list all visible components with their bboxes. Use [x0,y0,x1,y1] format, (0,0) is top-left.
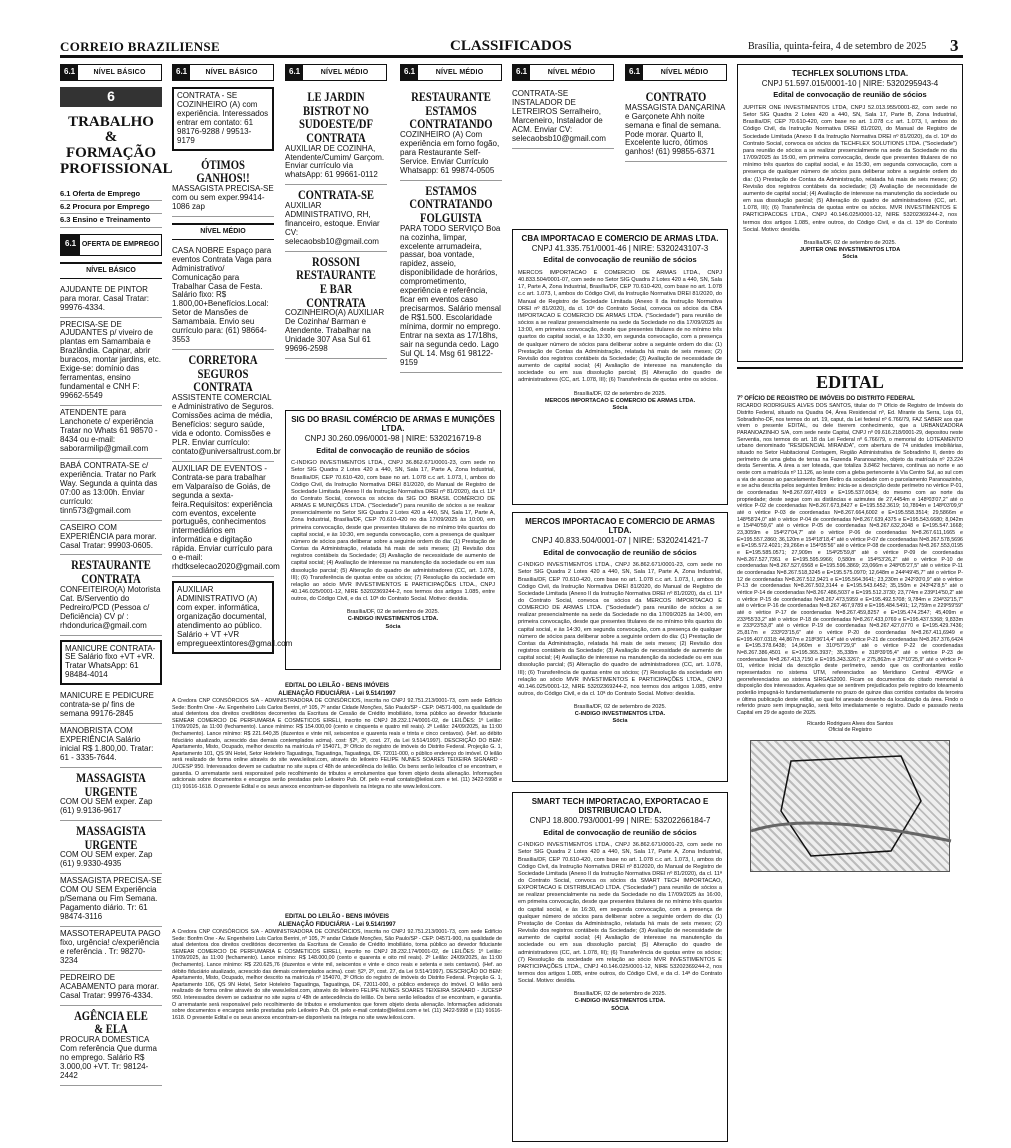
subsection-item[interactable]: 6.1 Oferta de Emprego [60,188,162,201]
classified-ad: ATENDENTE para Lanchonete c/ experiência Tratar no Whats 61 98570 - 8434 ou e-mail: saborarmilip@gmail.com [60,406,162,459]
notice-techflex: TECHFLEX SOLUTIONS LTDA. CNPJ 51.597.015/0001-10 | NIRE: 5320295943-4 Edital de convocação de reunião de sócios JUPITER ONE INVESTIMENTOS LTDA, CNPJ 52.013.955/0001-82, com sede no Setor SIG Quadra 2 Lotes 420 a 440, SN, Sala 17, Parte B, Zona Industrial, Brasília/DF, CEP 70.610-420, com base no art. 1.078 c.c art. 1.073, I, ambos do Código Civil, da Instrução Normativa DREI 81/2020, do Manual de Registro de Sociedade Limitada (Anexo II da Instrução Normativa DREI nº 81/2020), da cl. 10ª do Contrato Social, convoca os sócios da TECHFLEX SOLUTIONS LTDA. ("Sociedade") para reunião de sócios a se realizar presencialmente na sede da Sociedade no dia 17/09/2025 às 15:00, em primeira convocação, desde que presentes titulares de no mínimo três quartos do capital social, e às 15:30, em segunda convocação, com a presença de qualquer número de sócios para deliberar sobre a seguinte ordem do dia: (1) Prestação de Contas da Administração, relatada há mais de seis meses; (2) Revisão dos registros contábeis da sociedade; (3) Avaliação de necessidade de aumento de capital social; (4) Avaliação de interesse na manutenção da sociedade ou em sua dissolução parcial; (5) Alteração do quadro de administradores (CC, art. 1.078, III); (6) Transferência de quotas entre os sócios. MVR INVESTIMENTOS E PARTICIPACOES LTDA., CNPJ 40.146.025/0001-12, NIRE 53202369244-2, nos termos dos artigos 1.085, entre outros, do Código Civil, e da cl. 13ª do Contrato Social. Motivo: desídia. Brasília/DF, 02 de setembro de 2025. JUPITER ONE INVESTIMENTOS LTDA Sócia [737,64,963,362]
classified-ad: RESTAURANTE CONTRATA CONFEITEIRO(A) Motorista Cat. B/Serventio do Pedreiro/PCD (Pessoa c/ Deficiência) CV p/ : rhdondurica@gmail.com [60,555,162,635]
section-tab: 6.1 NÍVEL MÉDIO [512,64,614,81]
classified-ad-boxed: CONTRATA - SE COZINHEIRO (A) com experiência. Interessados entrar em contato: 61 98176-9288 / 99513-9179 [172,87,274,151]
newspaper-name: CORREIO BRAZILIENSE [60,39,220,54]
edital-notice [737,367,963,1142]
notice-mercos: MERCOS IMPORTACAO E COMERCIO DE ARMAS LTDA. CNPJ 40.833.504/0001-07 | NIRE: 5320241421-7 Edital de convocação de reunião de sócios C-INDIGO INVESTIMENTOS LTDA., CNPJ 36.862.671/0001-23, com sede no Setor SIG Quadra 2 Lotes 420 a 440, SN, Sala 17, Parte A, Zona Industrial, Brasília/DF, CEP 70.610-420, com base no art. 1.078 c.c art. 1.073, I, ambos do Código Civil, da Instrução Normativa DREI 81/2020, do Manual de Registro de Sociedade Limitada (Anexo II da Instrução Normativa DREI nº 81/2020), da cl. 11ª do Contrato Social, convoca os sócios da MERCOS IMPORTACAO E COMERCIO DE ARMAS LTDA. ("Sociedade") para reunião de sócios a se realizar presencialmente na sede da Sociedade no dia 17/09/2025 às 14:00, em primeira convocação, desde que presentes titulares de no mínimo três quartos do capital social, e às 14:30, em segunda convocação, com a presença de qualquer número de sócios para deliberar sobre a seguinte ordem do dia: (1) Prestação de Contas da Administração, relatada há mais de seis meses; (2) Revisão dos registros contábeis da Sociedade; (3) Avaliação de necessidade de aumento de capital social; (4) Avaliação de interesse na manutenção da sociedade ou em sua dissolução parcial; (5) Alteração do quadro de administradores (CC, art. 1.078, III); (6) Transferência de quotas entre os sócios; (7) Resolução da sociedade em relação ao sócio MVR INVESTIMENTOS E PARTICIPAÇÕES LTDA., CNPJ 40.146.025/0001-12, NIRE 53202369244-2, nos termos dos artigos 1.085, entre outros, do Código Civil, e da cl. 10ª do Contrato Social. Motivo: desídia. Brasília/DF, 02 de setembro de 2025. C-INDIGO INVESTIMENTOS LTDA. Sócia [512,512,728,782]
auction-notice-1: EDITAL DO LEILÃO - BENS IMÓVEIS ALIENAÇÃO FIDUCIÁRIA - Lei 9.514/1997 A Credora CNP CONSÓRCIOS S/A - ADMINISTRADORA DE CONSÓRCIOS, inscrita no CNPJ 92.751.213/0001-73, com sede Edifício Sede: Bonfm One - Av. Engenheiro Luís Carlos Berrini, nº 105, 7º andar Cidade Monções, São Paulo/SP - CEP: 04571-900, na qualidade de atual detentora dos direitos creditórios decorrentes da Escritura de Cessão de Crédito imobiliário, torna público ao devedor fiduciante SEMEAR COMERCIO DE PERFUMARIA E COSMETICOS EIRELI, inscrito no CNPJ 28.232.174/0001-02, de LEILÕES: 1º Leilão: 17/09/2025, às 11:00 (fechamento). Lance mínimo: R$ 154.000,00 (cento e cinquenta e quatro mil reais). 2º Leilão: 24/09/2025, às 11:00 (fechamento). Lance mínimo: R$ 221.640,35 (duzentos e vinte mil, seiscentos e quarenta reais e trinta e cinco centavos). (Hef. ao débito fiduciário atualizado, acrescido das demais contemplados acima). cost: §2º, 2º, cost. 27, da Lei 9.514/1997). DESCRIÇÃO DO BEM: Apartamento, Misto, Ocupado, melhor descrito na matrícula nº 154071, 3º Ofício do registro de imóveis do Distrito Federal. Projeção G. 1, Apartamento 101, QS 9N Hotel, Setor Hoteleiro Taguatinga, Taguatinga, Taguatinga, DF, 72011-000, o público endereço do imóvel. O leilão será realizado de forma online através do site www.leilosi.com, através do leiloeiro FELIPE NUNES SOARES TEIXEIRA SIGNARD - JUCESP 950. Interessados devem se cadastrar no site supra c/ 48h de antecedência do leilão. Os bens serão leiloados cf se encontram, e garantia. O arrematante será responsável pelo recolhimento de tributos e emolumentos que forem objeto desta alienação. Informações adicionais sobre documentos e encargos serão prestadas pelo Leiloeiro Pub. Of. pelo e-mail contato@leilosi.com e tel. (11) 3422-5998 e (11) 91616-1618. O presente Edital e os seus anexos encontram-se disponíveis na íntegra no site www.leilosi.com. [172,683,502,790]
classified-ad: BABÁ CONTRATA-SE c/ experiência. Tratar no Park Way. Segunda a quinta das 07:00 as 13:00h. Enviar currículo: tinn573@gmail.com [60,459,162,521]
map-outline-icon [751,741,951,873]
column-2 [172,64,293,744]
classified-ad: LE JARDIN BISTROT NO SUDOESTE/DF CONTRATA AUXILIAR DE COZINHA, Atendente/Cumim/ Garçom. Enviar currículo via whatsApp: 61 99661-0112 [285,87,387,185]
classified-ad: ROSSONI RESTAURANTE E BAR CONTRATA COZINHEIRO(A) AUXILIAR De Cozinha/ Barman e Atendente. Trabalhar na Unidade 307 Asa Sul 61 99696-2598 [285,252,387,359]
notice-signature: Brasília/DF, 02 de setembro de 2025. C-INDIGO INVESTIMENTOS LTDA. SÓCIA [573,991,667,1012]
auction-notice-2: EDITAL DO LEILÃO - BENS IMÓVEIS ALIENAÇÃO FIDUCIÁRIA - Lei 9.514/1997 A Credora CNP CONSÓRCIOS S/A - ADMINISTRADORA DE CONSÓRCIOS, inscrita no CNPJ 92.751.213/0001-73, com sede Edifício Sede: Bonfm One - Av. Engenheiro Luís Carlos Berrini, nº 105, 7º andar Cidade Monções, São Paulo/SP - CEP: 04571-900, na qualidade de atual detentora dos direitos creditórios decorrentes da Escritura de Cessão de Crédito imobiliário, torna público ao devedor fiduciante SEMEAR COMERCIO DE PERFUMARIA E COSMETICOS EIRELI, inscrito no CNPJ 28.232.174/0001-02, de LEILÕES: 1º Leilão: 17/09/2025, às 11:00 (fechamento). Lance mínimo: R$ 148.000,00 (cento e quarenta e oito mil reais). 2º Leilão: 24/09/2025, às 11:00 (fechamento). Lance mínimo: R$ 220.625,76 (duzentos e vinte mil, seiscentos e vinte e cinco reais e setenta e seis centavos). (Hef. ao débito fiduciário atualizado, acrescido das demais contemplados acima). cost: §2º, 2º, cost. 27, da Lei 9.514/1997). DESCRIÇÃO DO BEM: Apartamento, Misto, Ocupado, melhor descrito na matrícula nº 154070, 3º Ofício do registro de imóveis do Distrito Federal. Projeção G. 1, Apartamento 106, QS 9N Hotel, Setor Hoteleiro Taguatinga, Taguatinga, DF, 72011-000, o público endereço do imóvel. O leilão será realizado de forma online através do site www.leilosi.com, através do leiloeiro FELIPE NUNES SOARES TEIXEIRA SIGNARD - JUCESP 950. Interessados devem se cadastrar no site supra c/ 48h de antecedência do leilão. Os bens serão leiloados cf se encontram, e garantia. O arrematante será responsável pelo recolhimento de tributos e emolumentos que forem objeto desta alienação. Informações adicionais sobre documentos e encargos serão prestadas pelo Leiloeiro Pub. Of. pelo e-mail contato@leilosi.com e tel. (11) 3422-5998 e (11) 91616-1618. O presente Edital e os seus anexos encontram-se disponíveis na íntegra no site www.leilosi.com. [172,914,502,1021]
location-map-image [750,740,950,872]
notice-signature: Brasília/DF, 02 de setembro de 2025. MERCOS IMPORTACAO E COMERCIO DE ARMAS LTDA. Sócia [544,390,696,411]
classified-ad: RESTAURANTE ESTAMOS CONTRATANDO COZINHEIRO (A) Com experiência em forno fogão, para Restaurante Self-Service. Enviar Currículo Whatsapp: 61 99874-0505 [400,87,502,181]
classified-ad: MASSAGISTA PRECISA-SE COM OU SEM Experiência p/Semana ou Fim Semana. Pagamento diário. Tr: 61 98474-3116 [60,874,162,927]
classified-ad-boxed: AUXILIAR ADMINISTRATIVO (A) com exper. informática, organização documental, atendimento ao público. Salário + VT +VR empregueextintores@gmail.com [172,581,274,654]
classified-ad: AUXILIAR DE EVENTOS - Contrata-se para trabalhar em Valparaíso de Goiás, de segunda a sexta-feira.Requisitos: experiência com eventos, excelente português, conhecimentos intermediários em informática e digitação rápida. Enviar currículo para o e-mail: rhdtkselecao2020@gmail.com [172,462,274,577]
classified-ad: MASSOTERAPEUTA PAGO fixo, urgência! c/experiência e referência . Tr: 98270-3234 [60,927,162,971]
subsection-item[interactable]: 6.3 Ensino e Treinamento [60,214,162,227]
auction-body: A Credora CNP CONSÓRCIOS S/A - ADMINISTRADORA DE CONSÓRCIOS, inscrita no CNPJ 92.751.213/0001-73, com sede Edifício Sede: Bonfm One - Av. Engenheiro Luís Carlos Berrini, nº 105, 7º andar Cidade Monções, São Paulo/SP - CEP: 04571-900, na qualidade de atual detentora dos direitos creditórios decorrentes da Escritura de Cessão de Crédito imobiliário, torna público ao devedor fiduciante SEMEAR COMERCIO DE PERFUMARIA E COSMETICOS EIRELI, inscrito no CNPJ 28.232.174/0001-02, de LEILÕES: 1º Leilão: 17/09/2025, às 11:00 (fechamento). Lance mínimo: R$ 148.000,00 (cento e quarenta e oito mil reais). 2º Leilão: 24/09/2025, às 11:00 (fechamento). Lance mínimo: R$ 220.625,76 (duzentos e vinte mil, seiscentos e vinte e cinco reais e setenta e seis centavos). (Hef. ao débito fiduciário atualizado, acrescido das demais contemplados acima). cost: §2º, 2º, cost. 27, da Lei 9.514/1997). DESCRIÇÃO DO BEM: Apartamento, Misto, Ocupado, melhor descrito na matrícula nº 154070, 3º Ofício do registro de imóveis do Distrito Federal. Projeção G. 1, Apartamento 106, QS 9N Hotel, Setor Hoteleiro Taguatinga, Taguatinga, DF, 72011-000, o público endereço do imóvel. O leilão será realizado de forma online através do site www.leilosi.com, através do leiloeiro FELIPE NUNES SOARES TEIXEIRA SIGNARD - JUCESP 950. Interessados devem se cadastrar no site supra c/ 48h de antecedência do leilão. Os bens serão leiloados cf se encontram, e garantia. O arrematante será responsável pelo recolhimento de tributos e emolumentos que forem objeto desta alienação. Informações adicionais sobre documentos e encargos serão prestadas pelo Leiloeiro Pub. Of. pelo e-mail contato@leilosi.com e tel. (11) 3422-5998 e (11) 91616-1618. O presente Edital e os seus anexos encontram-se disponíveis na íntegra no site www.leilosi.com. [172,929,502,1021]
column-1 [60,64,173,1142]
level-label: NÍVEL BÁSICO [60,262,162,279]
level-label: NÍVEL MÉDIO [172,223,274,240]
classified-ad: CONTRATA-SE AUXILIAR ADMINISTRATIVO, RH, financeiro, estoque. Enviar CV: selecaobsb10@gmail.com [285,185,387,251]
subsection-item[interactable]: 6.2 Procura por Emprego [60,201,162,214]
auction-body: A Credora CNP CONSÓRCIOS S/A - ADMINISTRADORA DE CONSÓRCIOS, inscrita no CNPJ 92.751.213/0001-73, com sede Edifício Sede: Bonfm One - Av. Engenheiro Luís Carlos Berrini, nº 105, 7º andar Cidade Monções, São Paulo/SP - CEP: 04571-900, na qualidade de atual detentora dos direitos creditórios decorrentes da Escritura de Cessão de Crédito imobiliário, torna público ao devedor fiduciante SEMEAR COMERCIO DE PERFUMARIA E COSMETICOS EIRELI, inscrito no CNPJ 28.232.174/0001-02, de LEILÕES: 1º Leilão: 17/09/2025, às 11:00 (fechamento). Lance mínimo: R$ 154.000,00 (cento e cinquenta e quatro mil reais). 2º Leilão: 24/09/2025, às 11:00 (fechamento). Lance mínimo: R$ 221.640,35 (duzentos e vinte mil, seiscentos e quarenta reais e trinta e cinco centavos). (Hef. ao débito fiduciário atualizado, acrescido das demais contemplados acima). cost: §2º, 2º, cost. 27, da Lei 9.514/1997). DESCRIÇÃO DO BEM: Apartamento, Misto, Ocupado, melhor descrito na matrícula nº 154071, 3º Ofício do registro de imóveis do Distrito Federal. Projeção G. 1, Apartamento 101, QS 9N Hotel, Setor Hoteleiro Taguatinga, Taguatinga, Taguatinga, DF, 72011-000, o público endereço do imóvel. O leilão será realizado de forma online através do site www.leilosi.com, através do leiloeiro FELIPE NUNES SOARES TEIXEIRA SIGNARD - JUCESP 950. Interessados devem se cadastrar no site supra c/ 48h de antecedência do leilão. Os bens serão leiloados cf se encontram, e garantia. O arrematante será responsável pelo recolhimento de tributos e emolumentos que forem objeto desta alienação. Informações adicionais sobre documentos e encargos serão prestadas pelo Leiloeiro Pub. Of. pelo e-mail contato@leilosi.com e tel. (11) 3422-5998 e (11) 91616-1618. O presente Edital e os seus anexos encontram-se disponíveis na íntegra no site www.leilosi.com. [172,698,502,790]
classified-ad: MASSAGISTA URGENTE COM OU SEM exper. Zap (61) 9.9330-4935 [60,821,162,874]
publication-date: Brasília, quinta-feira, 4 de setembro de 2025 [748,41,927,52]
notice-cba: CBA IMPORTACAO E COMERCIO DE ARMAS LTDA. CNPJ 41.335.751/0001-46 | NIRE: 5320243107-3 Edital de convocação de reunião de sócios MERCOS IMPORTACAO E COMERCIO DE ARMAS LTDA., CNPJ 40.833.504/0001-07, com sede no Setor SIG Quadra 2 Lotes 420 a 440, SN, Sala 17, Parte A, Zona Industrial, Brasília/DF, CEP 70.610-420, com base no art. 1.078 c.c art. 1.073, I, ambos do Código Civil, da Instrução Normativa DREI 81/2020, do Manual de Registro de Sociedade Limitada (Anexo II da Instrução Normativa DREI nº 81/2020), da cl. 10ª do Contrato Social, convoca os sócios da CBA IMPORTACAO E COMERCIO DE ARMAS LTDA. ("Sociedade") para reunião de sócios a se realizar presencialmente na sede da Sociedade no dia 17/09/2025 às 13:00, em primeira convocação, desde que presentes titulares de no mínimo três quartos do capital social, e às 13:30, em segunda convocação, com a presença de qualquer número de sócios para deliberar sobre a seguinte ordem do dia: (1) Prestação de Contas da Administração, relatada há mais de seis meses; (2) Revisão dos registros contábeis da Sociedade; (3) Avaliação de necessidade de aumento de capital social; (4) Avaliação de interesse na manutenção da sociedade ou em sua dissolução parcial; (5) Alteração do quadro de administradores (CC, art. 1.078, III); (6) Transferência de quotas entre os sócios. Brasília/DF, 02 de setembro de 2025. MERCOS IMPORTACAO E COMERCIO DE ARMAS LTDA. Sócia [512,229,728,505]
notice-body: MERCOS IMPORTACAO E COMERCIO DE ARMAS LTDA., CNPJ 40.833.504/0001-07, com sede no Setor SIG Quadra 2 Lotes 420 a 440, SN, Sala 17, Parte A, Zona Industrial, Brasília/DF, CEP 70.610-420, com base no art. 1.078 c.c art. 1.073, I, ambos do Código Civil, da Instrução Normativa DREI 81/2020, do Manual de Registro de Sociedade Limitada (Anexo II da Instrução Normativa DREI nº 81/2020), da cl. 10ª do Contrato Social, convoca os sócios da CBA IMPORTACAO E COMERCIO DE ARMAS LTDA. ("Sociedade") para reunião de sócios a se realizar presencialmente na sede da Sociedade no dia 17/09/2025 às 13:00, em primeira convocação, desde que presentes titulares de no mínimo três quartos do capital social, e às 13:30, em segunda convocação, com a presença de qualquer número de sócios para deliberar sobre a seguinte ordem do dia: (1) Prestação de Contas da Administração, relatada há mais de seis meses; (2) Revisão dos registros contábeis da Sociedade; (3) Avaliação de necessidade de aumento de capital social; (4) Avaliação de interesse na manutenção da sociedade ou em sua dissolução parcial; (5) Alteração do quadro de administradores (CC, art. 1.078, III); (6) Transferência de quotas entre os sócios. [518,270,722,384]
section-tab: 6.1 NÍVEL BÁSICO [60,64,162,81]
notice-signature: Brasília/DF, 02 de setembro de 2025. JUPITER ONE INVESTIMENTOS LTDA Sócia [799,239,901,261]
section-tab: 6.1 NÍVEL BÁSICO [172,64,274,81]
classified-ad: CONTRATA-SE INSTALADOR DE LETREIROS Serralheiro, Marceneiro, Instalador de ACM. Enviar CV: selecaobsb10@gmail.com [512,87,614,149]
offer-label: 6.1 OFERTA DE EMPREGO [60,234,162,256]
notice-sig: SIG DO BRASIL COMÉRCIO DE ARMAS E MUNIÇÕES LTDA. CNPJ 30.260.096/0001-98 | NIRE: 5320216719-8 Edital de convocação de reunião de sócios C-INDIGO INVESTIMENTOS LTDA., CNPJ 36.862.671/0001-23, com sede no Setor SIG Quadra 2 Lotes 420 a 440, SN, Sala 17, Parte A, Zona Industrial, Brasília/DF, CEP 70.610-420, com base no art. 1.078 c.c art. 1.073, I, ambos do Código Civil, da Instrução Normativa DREI 81/2020, do Manual de Registro de Sociedade Limitada (Anexo II da Instrução Normativa DREI nº 81/2020), da cl. 11ª do Contrato Social, convoca os sócios da SIG DO BRASIL COMÉRCIO DE ARMAS E MUNIÇÕES LTDA. ("Sociedade") para reunião de sócios a se realizar presencialmente no Setor SIG Quadra 2 Lotes 420 a 440, SN, Sala 17, Parte A, Zona Industrial, Brasília/DF, CEP 70.610-420 no dia 17/09/2025 às 10:00, em primeira convocação, desde que presentes titulares de no mínimo três quartos do capital social, e às 10:30, em segunda convocação, com a presença de qualquer número de sócios para deliberar sobre a seguinte ordem do dia: (1) Prestação de Contas da Administração, relatada há mais de seis meses; (2) Revisão dos registros contábeis da Sociedade; (3) Avaliação de necessidade de aumento de capital social; (4) Avaliação de interesse na manutenção da sociedade ou em sua dissolução parcial; (5) Alteração do quadro de administradores (CC, art. 1.078, III); (6) Transferência de quotas entre os sócios; (7) Resolução da sociedade em relação ao sócio MVR INVESTIMENTOS E PARTICIPAÇÕES LTDA., CNPJ 40.146.025/0001-12, NIRE 53202369244-2, nos termos dos artigos 1.085, entre outros, do Código Civil, e da cl. 10ª do Contrato Social. Motivo: desídia. Brasília/DF, 02 de setembro de 2025. C-INDIGO INVESTIMENTOS LTDA. Sócia [285,410,501,670]
classified-ad: CORRETORA SEGUROS CONTRATA ASSISTENTE COMERCIAL e Administrativo de Seguros. Comissões acima de média, Benefícios: seguro saúde, vida e odonto. Comissões e PLR. Enviar currículo: contato@universaltrust.com.br [172,350,274,462]
column-6 [625,64,727,184]
column-5 [512,64,614,184]
section-title: CLASSIFICADOS [450,38,572,54]
section-number: 6 [60,87,162,107]
classified-ad: CASEIRO COM EXPERIÊNCIA para morar. Casal Tratar: 99903-0605. [60,521,162,556]
notice-body: JUPITER ONE INVESTIMENTOS LTDA, CNPJ 52.013.955/0001-82, com sede no Setor SIG Quadra 2 Lotes 420 a 440, SN, Sala 17, Parte B, Zona Industrial, Brasília/DF, CEP 70.610-420, com base no art. 1.078 c.c art. 1.073, I, ambos do Código Civil, da Instrução Normativa DREI 81/2020, do Manual de Registro de Sociedade Limitada (Anexo II da Instrução Normativa DREI nº 81/2020), da cl. 10ª do Contrato Social, convoca os sócios da TECHFLEX SOLUTIONS LTDA. ("Sociedade") para reunião de sócios a se realizar presencialmente na sede da Sociedade no dia 17/09/2025 às 15:00, em primeira convocação, desde que presentes titulares de no mínimo três quartos do capital social, e às 15:30, em segunda convocação, com a presença de qualquer número de sócios para deliberar sobre a seguinte ordem do dia: (1) Prestação de Contas da Administração, relatada há mais de seis meses; (2) Revisão dos registros contábeis da sociedade; (3) Avaliação de necessidade de aumento de capital social; (4) Avaliação de interesse na manutenção da sociedade ou em sua dissolução parcial; (5) Alteração do quadro de administradores (CC, art. 1.078, III); (6) Transferência de quotas entre os sócios. MVR INVESTIMENTOS E PARTICIPACOES LTDA., CNPJ 40.146.025/0001-12, NIRE 53202369244-2, nos termos dos artigos 1.085, entre outros, do Código Civil, e da cl. 13ª do Contrato Social. Motivo: desídia. [743,105,957,233]
column-4 [400,64,502,404]
section-tab: 6.1 NÍVEL MÉDIO [400,64,502,81]
notice-smart-tech: SMART TECH IMPORTACAO, EXPORTACAO E DISTRIBUICAO LTDA. CNPJ 18.800.793/0001-99 | NIRE: 53202266184-7 Edital de convocação de reunião de sócios C-INDIGO INVESTIMENTOS LTDA., CNPJ 36.862.671/0001-23, com sede no Setor SIG Quadra 2 Lotes 420 a 440, SN, Sala 17, Parte A, Zona Industrial, Brasília/DF, CEP 70.610-420, com base no art. 1.078 c.c art. 1.073, I, ambos do Código Civil, da Instrução Normativa DREI nº 81/2020, do Manual de Registro de Sociedade Limitada (Anexo II da Instrução Normativa DREI nº 81/2020), da cl. 11ª do Contrato Social, convoca os sócios da SMART TECH IMPORTACAO, EXPORTACAO E DISTRIBUICAO LTDA. ("Sociedade") para reunião de sócios a se realizar presencialmente na sede da Sociedade no dia 17/09/2025 às 16:00, em primeira convocação, desde que presentes titulares de no mínimo três quartos do capital social, e às 16:30, em segunda convocação, com a presença de qualquer número de sócios para deliberar sobre a seguinte ordem do dia: (1) Prestação de Contas da Administração, relatada há mais de seis meses; (2) Revisão dos registros contábeis da Sociedade; (3) Avaliação de necessidade de aumento de capital social; (4) Avaliação de interesse na manutenção da sociedade ou em sua dissolução parcial; (5) Alteração do quadro de administradores (CC, art. 1.078, III); (6) Transferência de quotas entre os sócios; (7) Resolução da sociedade em relação ao sócio MVR INVESTIMENTOS E PARTICIPAÇÕES LTDA., CNPJ 40.146.025/0001-12, NIRE 53202369244-2, nos termos dos artigos 1.085, entre outros, do Código Civil, e da cl. 14ª do Contrato Social. Motivo: desídia. Brasília/DF, 02 de setembro de 2025. C-INDIGO INVESTIMENTOS LTDA. SÓCIA [512,792,728,1142]
edital-body: RICARDO RODRIGUES ALVES DOS SANTOS, titular do 7º Ofício de Registro de Imóveis do Distrito Federal, situado na Quadra 04, Área Residencial nº, Ed. Mirante da Serra, Loja 01, Sobradinho-DF, nos termos do art. 19, caput, da Lei federal nº 6.766/79, FAZ SABER aos que virem o presente EDITAL, ou dele tiverem conhecimento, que a URBANIZADORA PARANOAZINHO S/A, com sede neste Capital, CNPJ nº 09.616.218/0001-29, depositou neste Serventia, nos termos do art. 18 da Lei Federal nº 6.766/79, o memorial do LOTEAMENTO urbano denominado "RESIDENCIAL MIRANDA", com abertura de 74 unidades imobiliárias, situado no Setor Habitacional Contagem, Região Administrativa de Sobradinho II, dentro do perímetro de uma gleba de terras na Fazenda Paranoazinho, objeto da matrícula nº 23.224 desta Serventia. A área a ser loteada, que totaliza 3.8462 hectares, contínua ao norte e ao oeste com a matrícula nº 11.126, ao leste com a gleba pertencente à Via Centro Sul, ao sul com a via de acesso ao parcelamento Bom Retiro da sociedade com o parcelamento Paranoazinho, e se acha descrita pelos seguintes limites: inicia-se a descrição deste perímetro no vértice P-01, de coordenadas N=8.267.697,4919 e E=195.537.0634; do mesmo com ao norte da propriedade; deste segue com as distâncias e azimutes de 27,4454m e 148º03'07,2" até o vértice P-02 de coordenadas N=8.267.673,8427 e E=195.552.3619; 10,7894m e 148º03'09,9" até o vértice P-03 de coordenadas N=8.267.664,6002 e E=195.558.3514; 29,5866m e 148º58'24,0" até o vértice P-04 de coordenadas N=8.267.639,4375 e E=195.543.6680; 8,042m e 154º40'59,6" até o vértice P-05 de coordenadas N=8.267.632,2048 e E=195.547.1668; 23,3059m e 154º27'04,7" até o vértice P-06 de coordenadas N=8.267.611,1665 e E=195.557.2860; 36,120m e 154º18'18,4" até o vértice P-07 de coordenadas N=8.267.578,5696 e E=195.572.4021; 29,266m e 154º35'56" até o vértice P-08 de coordenadas N=8.267.553,0195 e E=195.585.0571; 27,909m e 154º25'59,8" até o vértice P-09 de coordenadas N=8.267.527,7361 e E=195.595.9966; 0,580m e 154º53'26,2" até o vértice P-10 de coordenadas N=8.267.527,6568 e E=195.596.3869; 23,066m e 248º05'27,5" até o vértice P-11 de coordenadas N=8.267.518,3245 e E=195.575.0970; 12,648m e 244º49'45,7" até o vértice P-12 de coordenadas N=8.267.512,9421 e E=195.564.3641; 23,230m e 242º20'0,9" até o vértice P-13 de coordenadas N=8.267.502,3144 e E=195.543.6452; 35,150m e 243º42'8,5" até o vértice P-14 de coordenadas N=8.267.486,5037 e E=195.512.3730; 23,774m e 239º14'50,2" até o vértice P-15 de coordenadas N=8.267.473,5959 e E=195.492.5708; 9,784m e 234º32'15,7" até o vértice P-16 de coordenadas N=8.267.467,9789 e E=195.484.5491; 12,759m e 229º59'59" até o vértice P-17 de coordenadas N=8.267.459,8257 e E=195.474.2547; 45,409m e 233º55'33,2" até o vértice P-18 de coordenadas N=8.267.433,0769 e E=195.437.5368; 9,833m e 233º23'53,8" até o vértice P-19 de coordenadas N=8.267.427,0770 e E=195.429.7436; 25,817m e 233º23'15,6" até o vértice P-20 de coordenadas N=8.267.411,6949 e E=195.407.0318; 44,867m e 218º36'14,4" até o vértice P-21 de coordenadas N=8.267.376,6424 e E=195.378.6438; 14,960m e 310º57'29,9" até o vértice P-22 de coordenadas N=8.267.386,4501 e E=195.365.3937; 35,338m e 318º39'05,4" até o vértice P-23 de coordenadas N=8.267.413,7150 e E=195.343.3267; e 275,862m e 37º10'25,9" até o vértice P-01, vértice inicial da descrição deste perímetro, sendo que os confrontantes estão representados no sistema UTM, referenciados ao Meridiano Central 45ºWGr e georreferenciados ao sistema SIRGAS2000. Ficam os documentos do citado memorial à disposição dos interessados. Aqueles que se sentirem prejudicados pelo registro do loteamento poderão impugná-lo fundamentadamente no prazo de quinze dias corridos contados da terceira e última publicação deste edital, ao qual foi anexado desenho da localização da área. Findo o referido prazo sem impugnação, será feito imediatamente o registro. Dado e passado nesta Capital em 29 de agosto de 2025. [737,403,963,717]
classified-ad: PRECISA-SE DE AJUDANTES p/ viveiro de plantas em Samambaia e Brazlândia. Capinar, abrir buracos, montar jardins, etc. Exige-se: domínio das ferramentas, ensino fundamental e CNH F: 99662-5549 [60,318,162,407]
notice-signature: Brasília/DF, 02 de setembro de 2025. C-INDIGO INVESTIMENTOS LTDA. Sócia [346,609,440,630]
subsection-list [60,188,162,228]
classified-ad: CASA NOBRE Espaço para eventos Contrata Vaga para Administrativo/ Comunicação para Trabalhar Casa de Festa. Salário fixo: R$ 1.800,00+Benefícios.Local: Setor de Mansões de Samambaia. Envio seu currículo para: (61) 98664-3553 [172,244,274,350]
section-tab: 6.1 NÍVEL MÉDIO [625,64,727,81]
page-header [60,36,963,58]
section-heading: TRABALHO & FORMAÇÃO PROFISSIONAL [60,113,173,177]
classified-ad: AJUDANTE DE PINTOR para morar. Casal Tratar: 99976-4334. [60,283,162,318]
notice-body: C-INDIGO INVESTIMENTOS LTDA., CNPJ 36.862.671/0001-23, com sede no Setor SIG Quadra 2 Lotes 420 a 440, SN, Sala 17, Parte A, Zona Industrial, Brasília/DF, CEP 70.610-420, com base no art. 1.078 c.c art. 1.073, I, ambos do Código Civil, da Instrução Normativa DREI nº 81/2020, do Manual de Registro de Sociedade Limitada (Anexo II da Instrução Normativa DREI nº 81/2020), da cl. 11ª do Contrato Social, convoca os sócios da SMART TECH IMPORTACAO, EXPORTACAO E DISTRIBUICAO LTDA. ("Sociedade") para reunião de sócios a se realizar presencialmente na sede da Sociedade no dia 17/09/2025 às 16:00, em primeira convocação, desde que presentes titulares de no mínimo três quartos do capital social, e às 16:30, em segunda convocação, com a presença de qualquer número de sócios para deliberar sobre a seguinte ordem do dia: (1) Prestação de Contas da Administração, relatada há mais de seis meses; (2) Revisão dos registros contábeis da Sociedade; (3) Avaliação de necessidade de aumento de capital social; (4) Avaliação de interesse na manutenção da sociedade ou em sua dissolução parcial; (5) Alteração do quadro de administradores (CC, art. 1.078, III); (6) Transferência de quotas entre os sócios; (7) Resolução da sociedade em relação ao sócio MVR INVESTIMENTOS E PARTICIPAÇÕES LTDA., CNPJ 40.146.025/0001-12, NIRE 53202369244-2, nos termos dos artigos 1.085, entre outros, do Código Civil, e da cl. 14ª do Contrato Social. Motivo: desídia. [518,842,722,985]
classified-ad: ÓTIMOS GANHOS!! MASSAGISTA PRECISA-SE com ou sem exper.99414-1086 zap [172,155,274,217]
classified-ad: PEDREIRO DE ACABAMENTO para morar. Casal Tratar: 99976-4334. [60,971,162,1006]
classified-ad: MANOBRISTA COM EXPERIÊNCIA Salário inicial R$ 1.800,00. Tratar: 61 - 3335-7644. [60,724,162,768]
classified-ad: MASSAGISTA URGENTE COM OU SEM exper. Zap (61) 9.9136-9617 [60,768,162,821]
section-tab: 6.1 NÍVEL MÉDIO [285,64,387,81]
column-3 [285,64,387,404]
classified-ad: MANICURE E PEDICURE contrata-se p/ fins de semana 99176-2845 [60,689,162,724]
notice-body: C-INDIGO INVESTIMENTOS LTDA., CNPJ 36.862.671/0001-23, com sede no Setor SIG Quadra 2 Lotes 420 a 440, SN, Sala 17, Parte A, Zona Industrial, Brasília/DF, CEP 70.610-420, com base no art. 1.078 c.c art. 1.073, I, ambos do Código Civil, da Instrução Normativa DREI 81/2020, do Manual de Registro de Sociedade Limitada (Anexo II da Instrução Normativa DREI nº 81/2020), da cl. 11ª do Contrato Social, convoca os sócios da SIG DO BRASIL COMÉRCIO DE ARMAS E MUNIÇÕES LTDA. ("Sociedade") para reunião de sócios a se realizar presencialmente no Setor SIG Quadra 2 Lotes 420 a 440, SN, Sala 17, Parte A, Zona Industrial, Brasília/DF, CEP 70.610-420 no dia 17/09/2025 às 10:00, em primeira convocação, desde que presentes titulares de no mínimo três quartos do capital social, e às 10:30, em segunda convocação, com a presença de qualquer número de sócios para deliberar sobre a seguinte ordem do dia: (1) Prestação de Contas da Administração, relatada há mais de seis meses; (2) Revisão dos registros contábeis da Sociedade; (3) Avaliação de necessidade de aumento de capital social; (4) Avaliação de interesse na manutenção da sociedade ou em sua dissolução parcial; (5) Alteração do quadro de administradores (CC, art. 1.078, III); (6) Transferência de quotas entre os sócios; (7) Resolução da sociedade em relação ao sócio MVR INVESTIMENTOS E PARTICIPAÇÕES LTDA., CNPJ 40.146.025/0001-12, NIRE 53202369244-2, nos termos dos artigos 1.085, entre outros, do Código Civil, e da cl. 10ª do Contrato Social. Motivo: desídia. [291,460,495,603]
edital-signature: Ricardo Rodrigues Alves dos Santos Oficial de Registro [807,720,893,734]
edital-title: EDITAL [816,372,884,392]
edital-subtitle: 7º OFÍCIO DE REGISTRO DE IMÓVEIS DO DISTRITO FEDERAL [737,395,915,402]
notice-body: C-INDIGO INVESTIMENTOS LTDA., CNPJ 36.862.671/0001-23, com sede no Setor SIG Quadra 2 Lotes 420 a 440, SN, Sala 17, Parte A, Zona Industrial, Brasília/DF, CEP 70.610-420, com base no art. 1.078 c.c art. 1.073, I, ambos do Código Civil, da Instrução Normativa DREI 81/2020, do Manual de Registro de Sociedade Limitada (Anexo II da Instrução Normativa DREI nº 81/2020), da cl. 11ª do Contrato Social, convoca os sócios da MERCOS IMPORTACAO E COMERCIO DE ARMAS LTDA. ("Sociedade") para reunião de sócios a se realizar presencialmente na sede da Sociedade no dia 17/09/2025 às 14:00, em primeira convocação, desde que presentes titulares de no mínimo três quartos do capital social, e às 14:30, em segunda convocação, com a presença de qualquer número de sócios para deliberar sobre a seguinte ordem do dia: (1) Prestação de Contas da Administração, relatada há mais de seis meses; (2) Revisão dos registros contábeis da Sociedade; (3) Avaliação de necessidade de aumento de capital social; (4) Avaliação de interesse na manutenção da sociedade ou em sua dissolução parcial; (5) Alteração do quadro de administradores (CC, art. 1.078, III); (6) Transferência de quotas entre os sócios; (7) Resolução da sociedade em relação ao sócio MVR INVESTIMENTOS E PARTICIPAÇÕES LTDA., CNPJ 40.146.025/0001-12, NIRE 53202369244-2, nos termos dos artigos 1.085, entre outros, do Código Civil, e da cl. 10ª do Contrato Social. Motivo: desídia. [518,562,722,698]
page-number: 3 [950,36,959,55]
classified-ad: AGÊNCIA ELE & ELA PROCURA DOMESTICA Com referência Que durma no emprego. Salário R$ 3.000,00 +VT. Tr: 98124-2442 [60,1006,162,1086]
classified-ad: ESTAMOS CONTRATANDO FOLGUISTA PARA TODO SERVIÇO Boa na cozinha, limpar, excelente arrumadeira, passar, boa vontade, rapidez, asseio, disponibilidade de horários, comprometimento, experiência e referência, ficar em eventos caso precisarmos. Salário mensal de R$1.500. Escolaridade mínima, dormir no emprego. Entrar na sexta as 17/18hs, sair na segunda cedo. Lago Sul QL 14. Msg 61 98122-9159 [400,181,502,373]
classified-ad: CONTRATO MASSAGISTA DANÇARINA e Garçonete Ahh noite semana e final de semana. Pode morar. Quarto ll, Excelente lucro, ótimos ganhos! (61) 99855-6371 [625,87,727,162]
classified-ad-boxed: MANICURE CONTRATA-SE Salário fixo +VT +VR. Tratar WhatsApp: 61 98484-4014 [60,640,162,686]
notice-signature: Brasília/DF, 02 de setembro de 2025. C-INDIGO INVESTIMENTOS LTDA. Sócia [573,704,667,725]
